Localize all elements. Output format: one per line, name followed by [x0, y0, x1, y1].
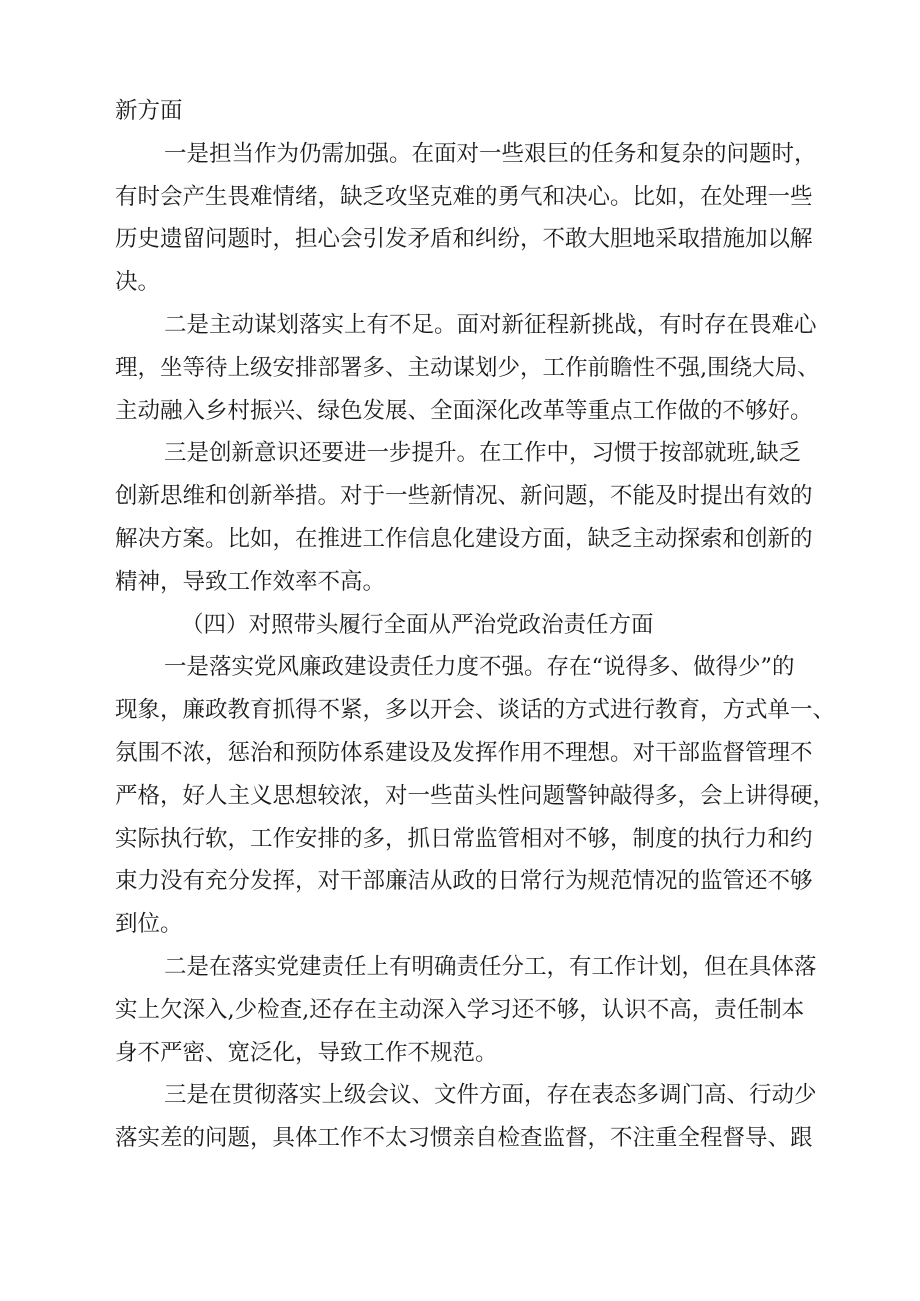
text-line: 新方面	[115, 98, 183, 124]
text-line: 有时会产生畏难情绪，缺乏攻坚克难的勇气和决心。比如，在处理一些	[115, 183, 813, 210]
text-line: 精神，导致工作效率不高。	[115, 568, 386, 595]
paragraph-first-line: 二是主动谋划落实上有不足。面对新征程新挑战，有时存在畏难心	[164, 311, 817, 338]
text-line: 身不严密、宽泛化，导致工作不规范。	[115, 1039, 498, 1066]
text-line: 实际执行软，工作安排的多，抓日常监管相对不够，制度的执行力和约	[115, 825, 813, 852]
text-line: 决。	[115, 269, 161, 296]
text-line: 历史遗留问题时，担心会引发矛盾和纠纷，不敢大胆地采取措施加以解	[115, 226, 813, 253]
text-line: 实上欠深入,少检查,还存在主动深入学习还不够，认识不高，责任制本	[115, 996, 805, 1023]
text-line: 到位。	[115, 911, 183, 938]
text-line: 现象，廉政教育抓得不紧，多以开会、谈话的方式进行教育，方式单一、	[115, 697, 836, 724]
section-heading: （四）对照带头履行全面从严治党政治责任方面	[181, 611, 654, 638]
paragraph-first-line: 二是在落实党建责任上有明确责任分工，有工作计划，但在具体落	[164, 953, 817, 980]
text-line: 主动融入乡村振兴、绿色发展、全面深化改革等重点工作做的不够好。	[115, 397, 813, 424]
paragraph-first-line: 一是落实党风廉政建设责任力度不强。存在“说得多、做得少”的	[164, 654, 795, 681]
text-line: 解决方案。比如，在推进工作信息化建设方面，缺乏主动探索和创新的	[115, 525, 813, 552]
text-line: 严格，好人主义思想较浓，对一些苗头性问题警钟敲得多，会上讲得硬，	[115, 782, 836, 809]
text-line: 落实差的问题，具体工作不太习惯亲自检查监督，不注重全程督导、跟	[115, 1125, 813, 1152]
paragraph-first-line: 三是在贯彻落实上级会议、文件方面，存在表态多调门高、行动少	[164, 1082, 817, 1109]
text-line: 理，坐等待上级安排部署多、主动谋划少，工作前瞻性不强,围绕大局、	[115, 354, 820, 381]
paragraph-first-line: 一是担当作为仍需加强。在面对一些艰巨的任务和复杂的问题时，	[164, 140, 817, 167]
paragraph-first-line: 三是创新意识还要进一步提升。在工作中，习惯于按部就班,缺乏	[164, 440, 802, 467]
text-line: 束力没有充分发挥，对干部廉洁从政的日常行为规范情况的监管还不够	[115, 868, 813, 895]
text-line: 氛围不浓，惩治和预防体系建设及发挥作用不理想。对干部监督管理不	[115, 739, 813, 766]
text-line: 创新思维和创新举措。对于一些新情况、新问题，不能及时提出有效的	[115, 483, 813, 510]
document-body	[115, 90, 835, 1160]
